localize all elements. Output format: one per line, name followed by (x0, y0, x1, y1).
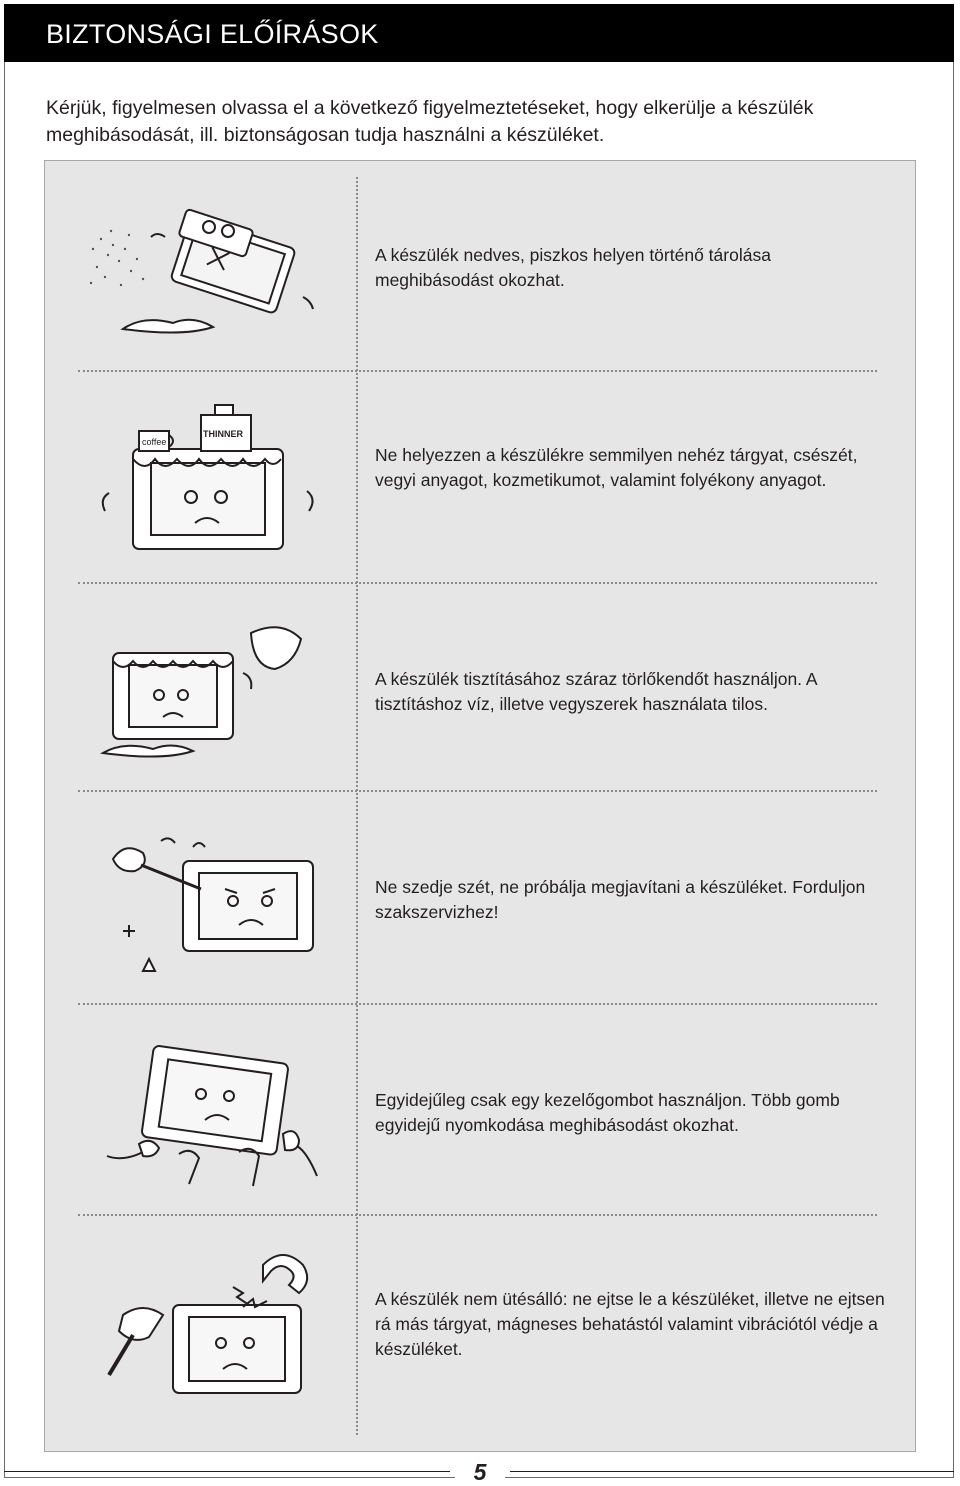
footer-rule-left (4, 1471, 450, 1472)
warning-text: Ne szedje szét, ne próbálja megjavítani a készüléket. Forduljon szakszervizhez! (375, 877, 866, 922)
warning-text: Egyidejűleg csak egy kezelőgombot használjon. Több gomb egyidejű nyomkodása meghibásodást okozhat. (375, 1090, 840, 1135)
disassembly-illustration (83, 821, 323, 981)
warning-item-buttons (45, 1006, 915, 1218)
warning-text: A készülék tisztításához száraz törlőkendőt használjon. A tisztításhoz víz, illetve vegyszerek használata tilos. (375, 669, 817, 714)
warning-item-shock (45, 1217, 915, 1429)
footer-rule-right (510, 1471, 954, 1472)
warning-text: A készülék nedves, piszkos helyen történő tárolása meghibásodást okozhat. (375, 245, 771, 290)
moisture-illustration (83, 189, 323, 349)
warnings-panel (44, 160, 916, 1452)
section-header (4, 4, 954, 62)
cleaning-illustration (83, 613, 323, 773)
page-number: 5 (455, 1459, 505, 1486)
shock-illustration (83, 1245, 323, 1405)
cup-label: coffee (142, 437, 167, 447)
warning-item-objects (45, 373, 915, 585)
warning-item-cleaning (45, 585, 915, 797)
bottle-label: THINNER (203, 429, 243, 439)
warning-text: A készülék nem ütésálló: ne ejtse le a készüléket, illetve ne ejtsen rá más tárgyat, mágneses behatástól valamint vibrációtól védje a készüléket. (375, 1289, 885, 1359)
section-title: BIZTONSÁGI ELŐÍRÁSOK (46, 19, 379, 49)
buttons-illustration (83, 1034, 323, 1194)
objects-illustration (83, 401, 323, 561)
warning-text: Ne helyezzen a készülékre semmilyen nehéz tárgyat, csészét, vegyi anyagot, kozmetikumot, valamint folyékony anyagot. (375, 445, 858, 490)
intro-text: Kérjük, figyelmesen olvassa el a következő figyelmeztetéseket, hogy elkerülje a készülék meghibásodását, ill. biztonságosan tudja használni a készüléket. (46, 97, 814, 146)
warning-item-moisture (45, 161, 915, 373)
warning-item-disassembly (45, 793, 915, 1005)
